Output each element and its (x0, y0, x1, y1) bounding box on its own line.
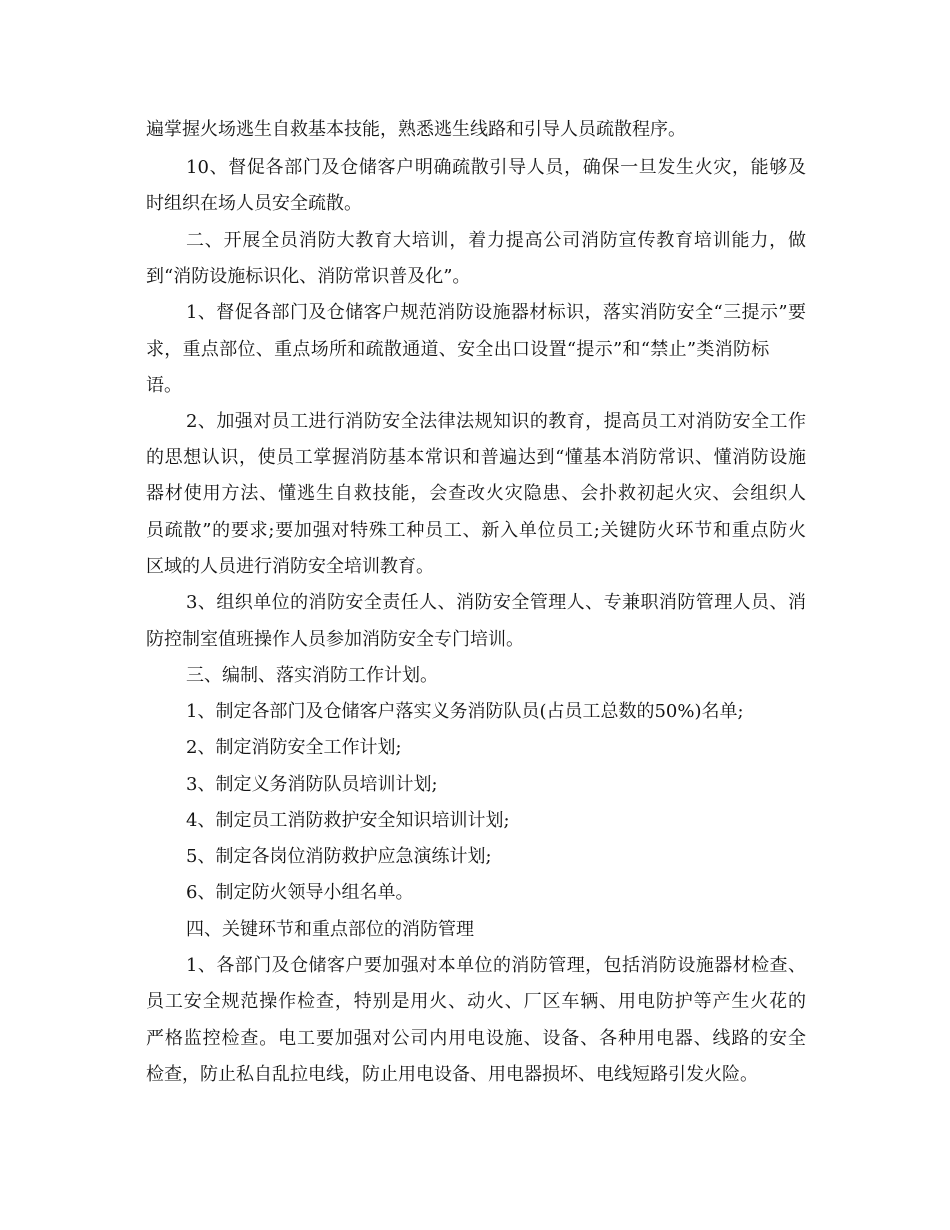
text-line: 到“消防设施标识化、消防常识普及化”。 (146, 266, 471, 287)
text-line: 1、督促各部门及仓储客户规范消防设施器材标识，落实消防安全“三提示”要 (186, 302, 806, 323)
section-heading-line: 三、编制、落实消防工作计划。 (186, 665, 438, 686)
text-line: 严格监控检查。电工要加强对公司内用电设施、设备、各种用电器、线路的安全 (146, 1028, 806, 1049)
list-item: 6、制定防火领导小组名单。 (186, 882, 414, 903)
text-line: 区域的人员进行消防安全培训教育。 (146, 556, 434, 577)
text-line: 检查，防止私自乱拉电线，防止用电设备、用电器损坏、电线短路引发火险。 (146, 1064, 758, 1085)
list-item: 4、制定员工消防救护安全知识培训计划; (186, 810, 510, 831)
text-line: 遍掌握火场逃生自救基本技能，熟悉逃生线路和引导人员疏散程序。 (146, 119, 686, 140)
text-line: 3、组织单位的消防安全责任人、消防安全管理人、专兼职消防管理人员、消 (186, 592, 806, 613)
text-line: 1、各部门及仓储客户要加强对本单位的消防管理，包括消防设施器材检查、 (186, 955, 806, 976)
text-line: 2、加强对员工进行消防安全法律法规知识的教育，提高员工对消防安全工作 (186, 411, 806, 432)
text-line: 求，重点部位、重点场所和疏散通道、安全出口设置“提示”和“禁止”类消防标 (146, 339, 770, 360)
list-item: 1、制定各部门及仓储客户落实义务消防队员(占员工总数的50%)名单; (186, 701, 744, 722)
list-item: 2、制定消防安全工作计划; (186, 737, 402, 758)
text-line: 员工安全规范操作检查，特别是用火、动火、厂区车辆、用电防护等产生火花的 (146, 991, 806, 1012)
list-item: 3、制定义务消防队员培训计划; (186, 774, 438, 795)
text-line: 器材使用方法、懂逃生自救技能，会查改火灾隐患、会扑救初起火灾、会组织人 (146, 483, 806, 504)
text-line: 时组织在场人员安全疏散。 (146, 193, 362, 214)
text-line: 的思想认识，使员工掌握消防基本常识和普遍达到“懂基本消防常识、懂消防设施 (146, 447, 806, 468)
text-line: 语。 (146, 375, 182, 396)
section-heading-line: 四、关键环节和重点部位的消防管理 (186, 919, 474, 940)
text-line: 防控制室值班操作人员参加消防安全专门培训。 (146, 629, 524, 650)
text-line: 员疏散”的要求;要加强对特殊工种员工、新入单位员工;关键防火环节和重点防火 (146, 520, 806, 541)
list-item: 5、制定各岗位消防救护应急演练计划; (186, 846, 492, 867)
text-line: 10、督促各部门及仓储客户明确疏散引导人员，确保一旦发生火灾，能够及 (186, 157, 806, 178)
section-heading-line: 二、开展全员消防大教育大培训，着力提高公司消防宣传教育培训能力，做 (186, 230, 806, 251)
